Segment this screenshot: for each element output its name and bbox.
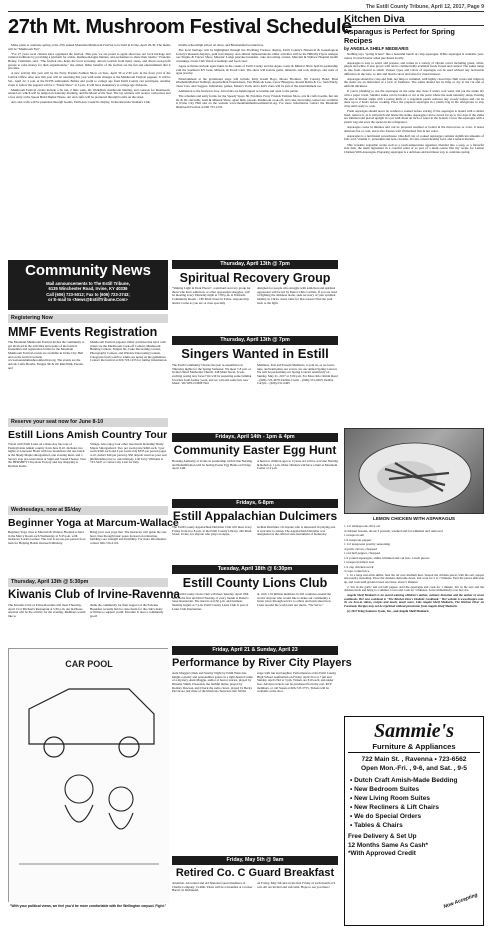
article-body [172, 526, 338, 562]
festival-paragraph: Agate activities include agate hunts in the creeks of Estill County and the Agate, Gem, & Mineral Show held in partnership with the Southeast KY Gem, Mineral, & Fossil Club. The show will feature gems, minerals, and rock displays, and sales of agate jewelry. [175, 64, 338, 76]
kitchen-diva-headline: Asparagus is Perfect for Spring Recipes [344, 27, 455, 45]
article-column: The Kiwanis Club of Irvine-Ravenna will meet Thursday, April 13 at Michael's Restaurant at 5:30 p.m. An In-House Auction will be the activity for the evening. Members would like to [8, 604, 86, 619]
article-column: Housing Authority of Irvine in partnership with Irvine Nursing and Rehabilitation will be having Easter Egg Hunts on Friday, April 14th. [172, 460, 253, 471]
copyright-line: (c) 2017 King Features Synd., Inc., and Angela Shelf Medearis [347, 609, 429, 614]
article-body [8, 604, 168, 644]
article-column: Mushroom Festival pageant. Other activities that have cash prizes are the Mushroom Cook-off Contest, Mushroom Hunting Contest, Fungus 5K, Cake Decorating Contest, Photography Contest, and Window Decorating Contest. Categories from youth to adults are noted on the guidelines. Contact the festival at 606 723-1233 for further information. [90, 341, 168, 363]
festival-paragraph: Mushroom Festival events include a 5k run, 2 mile walk, 2K Walk/Run, mushroom hunting, and contests for mushroom-related art, which will be judged on Saturday morning, and the Morel of the Year. The top winners will receive cash prizes and a free entry at the Spoon Bend Shelter House. Art and crafts will be promoted through booths on the street. [8, 87, 171, 99]
article-column: The Estill County Appalachian Dulcimer Club will meet every Friday from 6 to 8 p.m. at the Estill County Library, 246 Main Street, Irvine, for anyone who plays an Appa- [172, 526, 252, 537]
section-bar: Wednesdays, now at $5/day [8, 506, 168, 515]
article-column: The Mountain Mushroom Festival invites the community to get involved in the activities and events of the festival. Guidelines and registration forms for the Mountain Mushroom Festival events are available in Irvine City Hall and on the festival website www.mountainmushroomfestival.org. The events are the Arts & Crafts Booths, Fungus 5K & 2K Run/Walk, Parade, and [8, 341, 85, 370]
kitchen-paragraph: This versatile vegetable works well as a room-temperature appetizer, blended into a soup, or a flavorful side dish, the main ingredient in a colorful salad or as part of a main course like my recipe for Lemon Chicken With Asparagus. Preparing asparagus is a delicious and nutritious way to celebrate spring. [344, 142, 484, 154]
article-column: stage with fun and laughter. Performances at the Estill County High School Auditorium on Friday, April 21st at 7 pm and Sunday, April 23rd at 3 pm. Tickets are $10 each, and under free. Advance tickets can be purchased from the cast, RCP members, or call Susan at 606-723-5755. Tickets will be available at the door. [257, 672, 337, 694]
article-body [172, 460, 338, 496]
community-news-line: or E-mail to <News@EstillTribune.Com> [48, 297, 128, 303]
article-body [8, 443, 168, 503]
article-column: "Shining Light in Dark Places", a spiritual recovery group for those who have addiction, or other oppression struggles, will be meeting every Thursday night at 7:00 p.m. at Westside Community Room – 180 Main Street in Irvine. Anyone may attend. Come as you are. A class specially [172, 287, 251, 305]
author-bio: Angela Shelf Medearis is an award-winning children's author, culinary historian and the author of seven cookbooks. Her new cookbook is "The Kitchen Diva's Diabetic Cookbook." Her website is www.divapro.com. To see how-to videos, recipes and much, much more, Like Angela Shelf Medearis, The Kitchen Diva! on Facebook. Recipes may not be reprinted without permission from Angela Shelf Medearis. [344, 593, 484, 609]
festival-paragraph: middle school/high school art show, and Bicentennial locomotives. [178, 44, 264, 47]
section-bar: Thursday, April 13th @ 7pm [172, 260, 338, 269]
list-item: • Dutch Craft Amish-Made Bedding [350, 777, 458, 784]
now-accepting-badge: Now Accepting [442, 892, 479, 911]
festival-paragraph: The schedule and entry forms for the Speedy Spore 5K Fun Run, Furry Friends Fashion Show, arts & crafts booths, fun run 5K & 2K run/walk, Gem & Mineral Show, agate hunt, parade, mushroom cook-off, and cake decorating contest are available in Irvine City Hall and on the website www.mountainmushroomfestival.org. For more information contact the Mountain Mushroom Festival at 606 723-1233. [175, 94, 338, 110]
item-label: Dutch Craft Amish-Made Bedding [354, 777, 458, 784]
ingredient: 3 cups cooked rice [344, 569, 370, 573]
cartoon-image [8, 648, 168, 902]
article-headline: Estill Lions Amish Country Tour [8, 429, 168, 441]
article-headline: MMF Events Registration [8, 325, 158, 339]
kitchen-diva-byline: by ANGELA SHELF MEDEARIS [344, 46, 409, 51]
article-headline: Estill County Lions Club [182, 576, 328, 590]
section-bar: Friday, April 21 & Sunday, April 23 [172, 646, 338, 655]
article-body [172, 364, 338, 430]
recipe-step: 1. In a large non-stick skillet, heat the oil over medium heat. Season the chicken pieces with the salt, pepper and poultry seasoning. Place the chicken, skin-side down, and cook for 5 to 7 minutes. Turn the pieces skin-side up, and cook until golden brown and done, about 5 minutes. [344, 572, 484, 584]
article-body [172, 882, 338, 926]
section-bar: Fridays, April 14th - 1pm & 4pm [172, 433, 338, 442]
sammies-name: Sammie's [373, 720, 454, 742]
article-headline: Singers Wanted in Estill [181, 346, 329, 361]
item-label: New Recliners & Lift Chairs [354, 804, 439, 811]
plate-illustration [345, 429, 485, 515]
section-bar: Thursday, April 13th @ 7pm [172, 336, 338, 345]
list-item: • New Bedroom Suites [350, 786, 420, 793]
festival-paragraph: "For 27 years local citizens have organized the festival. This year we are proud to again showcase our local heritage and cultural traditions by providing a platform for artists, mushroom-lagne hunters, and performers to share their talents," Francine Bonny, Chairman, said. "The festival also helps the local economy, attracts tourists from many states, and allows non-profit groups to raise money for their organizations," she added. Other benefits of the festival are the fun and entertainment that it provides. [8, 51, 171, 71]
cartoon-caption: "With your political views, we feel you'd be more comfortable with the Wellington carpool. Fight." [9, 904, 167, 908]
festival-column-1 [8, 44, 171, 256]
section-bar: Thursday, April 13th @ 5:30pm [8, 578, 168, 587]
footer-line: 12 Months Same As Cash* [348, 841, 429, 849]
article-column: thank the community for their support of the Pancake Breakfast recently held to raise funds for the club's many activities to support youth. Kiwanis: It does a community good! [90, 604, 164, 619]
article-column: on Friday, May 5th and on the first Friday of each month at 9 a.m. All are invited and welcome. Hope to see you there! [257, 882, 336, 889]
article-column: Beginner Yoga class at Marcum & Wallace Hospital is held in the Mercy Room each Wednesday at 5:45 p.m. with instructor Lorina Gomez. The cost is an one-per-person food item for Helping Hands Outreach Ministry. [8, 531, 86, 546]
ingredient: 1/2 pound asparagus, stalks trimmed and cut into 1-inch pieces [344, 555, 430, 560]
article-body [8, 531, 168, 575]
festival-paragraph: Arts and crafts will be promoted through booths, Estill Arts Council's display, Irvine-Ravenna Woman's Club [11, 99, 151, 104]
sammies-items [348, 776, 480, 830]
item-label: New Bedroom Suites [354, 786, 420, 793]
kitchen-paragraph: If you're planning to use the asparagus on the same day, rinse it under cool water and pat the stalks dry with a paper towel. Smaller stalks can be broken or cut at the point where the stem naturally snaps. Peeling the end of thicker stalks with a paring knife or a vegetable peeler removes any woody texture and can be done up to 2 hours before cooking. Place the prepared asparagus in a plastic bag in the refrigerator to stay crisp until ready to cook. [344, 89, 484, 108]
ingredient: 1 1/2 teaspoons poultry seasoning [344, 542, 390, 546]
page-header: The Estill County Tribune, April 12, 2017, Page 9 [8, 3, 484, 12]
footer-line: Free Delivery & Set Up [348, 833, 417, 840]
section-bar: Reserve your seat now for June 8-10 [8, 418, 168, 427]
article-column: designed for people who struggle with addiction and spiritual oppression will be led by Pastor Chris Carlisle. If you are tired of fighting the darkness alone, seek recovery of your spiritual identity in Christ. Jesus came for that reason! Find the path back to the light. [257, 287, 337, 305]
article-column: The Estill County Lions Club will meet Tuesday, April 18th and on the first and third Tuesday of every month at Rader's Steer Restaurant. The meal is at 6:30 p.m. and business meeting begins at 7 p.m. Estill County Lions Club is part of Lions Club Internation- [172, 593, 249, 611]
kitchen-paragraph: Asparagus cooks in minutes and can be prepared steamed or boiled in the microwave or oven. It tastes delicious hot or cold, and it also freezes well if blanched first in hot water. [344, 125, 484, 133]
ingredient: 1 red bell pepper, chopped [344, 551, 380, 555]
community-news-title: Community News [25, 262, 151, 279]
svg-text:CAR POOL: CAR POOL [65, 659, 113, 669]
article-headline: Estill Appalachian Dulcimers [172, 509, 338, 523]
article-body [172, 593, 338, 643]
list-item: • We do Special Orders [350, 813, 422, 820]
festival-title: 27th Mt. Mushroom Festival Schedule [8, 16, 352, 38]
festival-article [8, 44, 338, 256]
recipe [344, 524, 484, 712]
article-column: Bring your own yoga mat. The instructor will guide the one-hour class through basic poses focused on relaxation, building core strength and flexibility. For more information, contact 606-726-2119. [90, 531, 168, 546]
item-label: New Living Room Suites [354, 795, 430, 802]
section-bar: Fridays, 6-8pm [172, 499, 338, 508]
community-news-line: Mail announcements to The Estill Tribune, [46, 281, 130, 286]
article-column: A hunt for children ages to 4 years old will be at Irvine Nursing & Rehab at 1 p.m. Older children will have a hunt at Mountain Center at 4 p.m. [257, 460, 338, 471]
sammies-address: 722 Main St. , Ravenna • 723-6562 [361, 756, 467, 763]
kitchen-paragraph: Nothing says "spring is here" like a beautiful bunch of crisp asparagus. While asparagus is available year-round, it's much better when purchased locally. [344, 53, 484, 60]
article-body [8, 341, 168, 415]
kitchen-paragraph: Asparagus is easy to select and prepare, and comes in a variety of vibrant colors including green, white, purple and white. It also grows wild and is commercially available fresh, frozen and canned. The stalks range in size from colossal to small. Various types and colors of asparagus can be used without any noticeable difference in the taste, so mix and match colors and sizes for visual interest. [344, 60, 484, 76]
ingredient: 4 chicken breasts, about 3 pounds, washed and fat trimmed and removed [344, 528, 443, 533]
sammies-footer [348, 833, 480, 859]
article-body [172, 672, 338, 852]
article-headline: Kiwanis Club of Irvine-Ravenna [8, 589, 180, 601]
ingredient: 1/2 teaspoon pepper [344, 537, 372, 542]
festival-paragraph: Make plans to celebrate spring at the 27th annual Mountain Mushroom Festival to be held in Irvine, April 29-30. The theme will be "Mushroom Fun". [8, 44, 171, 51]
sammies-advertisement [344, 716, 484, 926]
section-bar: Tuesday, April 18th @ 6:30pm [172, 565, 338, 574]
article-column: The Estill Community Chorus has just re-assembled on Thursday nights for the Spring Semester. We meet 7-8 p.m. at Irvine United Methodist Church, 248 Main Street. It was exciting seeing new faces! We will be preparing some familiar favorites from former years, and we will add some fun, new Music. We WELCOME New [172, 364, 252, 386]
community-news-line: 6135 Winchester Road, Irvine, KY 40336 [48, 286, 128, 292]
sammies-subtitle: Furniture & Appliances [348, 742, 480, 753]
article-column: Travel with Estill Lions on a three-day bus tour of Pennsylvania Amish country from June 8-10. Includes two nights at Lancaster Hotel with two breakfasts and one lunch at the Shady Maple smorgasbord, one evening meal, and a Savory stop pre-reservation at Sight and Sound Theater. Tour the HERSHEY Chocolate Factory and day shopping at Kitchen Kettle [8, 443, 86, 469]
ingredient: 1/2 cup chicken stock [344, 564, 374, 569]
article-headline: Beginner Yoga at Marcum-Wallace [8, 517, 179, 529]
festival-paragraph: A new activity this year will be the Furry Friends Fashion Show on Sun., April 30 at 2:30 p.m. in the front yard of the Central Office. Also new this year will be returning this year with some changes is the Mushroom Festival pageant. It will be Sat., April 22, 2 p.m. at the ECHS auditorium. Babies and youth to college age from Estill County can participate. Another event to follow the pageant will be a "Talent Show" at 3 p.m. It will have elementary to college age divisions. [8, 71, 171, 87]
article-headline: Performance by River City Players [172, 657, 352, 669]
recipe-step: 2. Stir in the garlic and red bell pepper. Add the asparagus and cook for 1 minute. Stir in the zest and the chicken stock and bring to a simmer. Cover and cook for 3 minutes. Serve immediately over hot rice. [344, 584, 484, 593]
kitchen-paragraph: Asparagus should be crisp and firm, not limp or wrinkled, with tightly closed tips. Dull colors and ridges in the stems are an indication of a lack of freshness. The stalks should not be limp or dry at the cut end of uniform thickness. [344, 76, 484, 89]
festival-paragraph: Admission to the festival is free. All events are handicapped accessible and open to the public. [178, 88, 299, 93]
footer-line: *With Approved Credit [348, 850, 416, 858]
ingredient: 1 teaspoon lemon zest [344, 560, 375, 564]
section-bar: Friday, May 5th @ 9am [172, 856, 338, 865]
article-headline: Community Easter Egg Hunt [173, 443, 337, 457]
list-item: • New Living Room Suites [350, 795, 430, 802]
article-column: Aunt Maggie's Dark and Stormy Night by Edith Weiss has knight-a-plenty and personalities galore in a light-hearted romp of a mystery. Aunt Maggie, author of horror stories, played by Dinome Smith. Dweedon, the faithful butler, played by Rodney Dawson, and Chuck the radio clown, played by Becky Parvin are just three of the hilarious characters that fill the [172, 672, 253, 694]
article-headline: Retired Co. C Guard Breakfast [175, 867, 335, 879]
kitchen-diva-title: Kitchen Diva [344, 14, 484, 26]
section-bar: Registering Now [8, 314, 168, 323]
photo-caption: LEMON CHICKEN WITH ASPARAGUS [373, 516, 455, 521]
kitchen-diva-body [344, 53, 484, 425]
list-item: • New Recliners & Lift Chairs [350, 804, 439, 811]
ingredient: 1 1/2 tablespoons olive oil [344, 524, 380, 528]
kitchen-paragraph: Fresh asparagus should never be washed or soaked before storing. If the asparagus is bound with a rubber band, remove it, as it will pinch and bruise the stalks. Asparagus can be stored for up to two days if the stalks are trimmed and placed upright in a jar with about an inch of water in the bottom. Cover the asparagus with a plastic bag and store the spears in the refrigerator. [344, 108, 484, 124]
ingredient: 1 teaspoon salt [344, 533, 365, 537]
festival-paragraph: Entertainment at the grandstand stage will include Kitty Kaudi Boys, Moore Brothers, 5th Country Band, Brad Wiseham/Michael Stallings, Appalachian Troubadours, Van Pharis & Lena, Ceres' Bluegrass, Round Robin & Co., Sam Pandy, Cheer Cats, and cloggers. Inflatables, games, Mister's Train, and a Kid's Zone will be part of the entertainment too. [175, 76, 338, 88]
sammies-hours: Open Mon.-Fri. , 9-6, and Sat. , 9-5 [361, 765, 467, 772]
community-news-line: Call (606) 723-5012; Fax to (606) 723-2743; [46, 291, 130, 297]
item-label: We do Special Orders [354, 813, 422, 820]
cartoon-drawing [9, 649, 169, 903]
article-body [172, 287, 338, 333]
article-column: Village. Also enjoy four other free meals including Shady Maple Smorgasbord. Two per room price $490 each, 3 per room $390 each and 4 per room only $335 per person (ages 4-10, deduct $40 per person). $50 deposit reserves your seat (Refundable prior to cancellation). Call Terry Williams at 723-5447 or contact any Lion for help. [90, 443, 167, 465]
community-news-banner [8, 260, 168, 310]
item-label: Tables & Chairs [354, 822, 403, 829]
recipe-photo [344, 428, 484, 514]
festival-column-2 [176, 44, 339, 256]
ingredient: 4 garlic cloves, chopped [344, 546, 377, 551]
article-column: Members, Past and Present Members, to join us, as we learn, tune, and harmonize our voices, for our annual Spring Concert. We will be performing our Spring Concert tentatively on Sunday, May 21, 2017 at 3:00 p.m. For More Info: Robin Reed – (606)-723-4678; Debbie Curtis – (606)-531-0465; Debbie Carlyle – (606)-531-0465 [257, 364, 338, 386]
festival-paragraph: The local heritage will be highlighted through the Fitchburg Furnace display, Estill County's Historical & Genealogical Society's museum displays, quilt trail display, and cultural demonstrations. Other activities will be the Hillbilly Flyers Antique Gas Engine & Tractor Show, Masonic Lodge pancake breakfast, cake decorating contest, Marcum & Wallace Hospital health screenings, Lions Club vision screenings and food court. [175, 48, 338, 64]
article-column: al, with 1.35 million members in 202 countries around the world. Anyone who would like to make our community a better place through service to others and learn about how Lions around the world earn our motto, "We Serve." [257, 593, 332, 608]
article-column: lachian Dulcimer. Or anyone who is interested in playing one is welcome to attend. The Appalachian Dulcimer was designated as the official state instrument of Kentucky. [257, 526, 336, 537]
list-item: • Tables & Chairs [350, 822, 403, 829]
kitchen-paragraph: Asparagus is a nutritional powerhouse. One-half cup of cooked asparagus contains significant amounts of folic acid, vitamin C, potassium and beta-carotene. It's also a heart-healthy food, and a natural diuretic. [344, 133, 484, 142]
article-column: Attention. All retired and old National Guard members of Charlie Company 1/149th. There will be a breakfast at Cracker Barrel, in Richmond, [172, 882, 253, 893]
article-headline: Spiritual Recovery Group [179, 271, 331, 285]
